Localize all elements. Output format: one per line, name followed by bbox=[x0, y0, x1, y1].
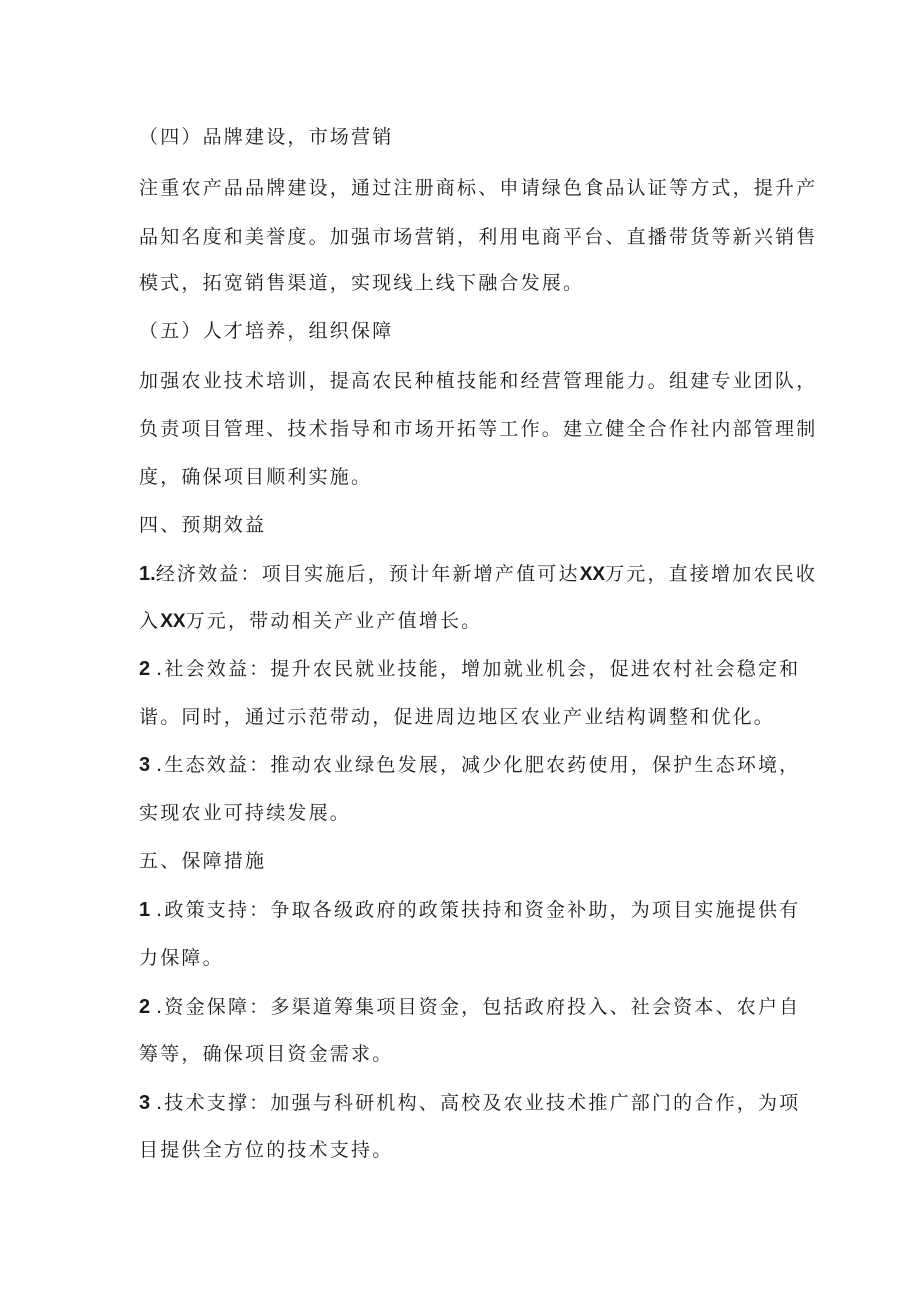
placeholder-value: XX bbox=[160, 611, 186, 632]
placeholder-value: XX bbox=[579, 564, 606, 585]
section-heading-brand: （四）品牌建设，市场营销 bbox=[139, 126, 394, 148]
item-text: .技术支撑：加强与科研机构、高校及农业技术推广部门的合作，为项 bbox=[156, 1092, 801, 1114]
measure-item-funding bbox=[139, 994, 799, 1020]
item-text: 万元，带动相关产业产值增长。 bbox=[185, 610, 483, 632]
measure-item-policy bbox=[139, 897, 799, 923]
measure-item-policy-cont: 力保障。 bbox=[139, 947, 224, 969]
item-number: 2 bbox=[139, 658, 151, 680]
item-number: 1 bbox=[139, 899, 151, 921]
benefit-item-ecological-cont: 实现农业可持续发展。 bbox=[139, 802, 352, 824]
section-heading-talent: （五）人才培养，组织保障 bbox=[139, 320, 394, 342]
benefit-item-ecological bbox=[139, 752, 799, 778]
item-text: .政策支持：争取各级政府的政策扶持和资金补助，为项目实施提供有 bbox=[156, 899, 801, 921]
item-number: 3 bbox=[139, 1092, 151, 1114]
benefit-item-social-cont: 谐。同时，通过示范带动，促进周边地区农业产业结构调整和优化。 bbox=[139, 706, 776, 728]
measure-item-funding-cont: 筹等，确保项目资金需求。 bbox=[139, 1043, 394, 1065]
measure-item-technology-cont: 目提供全方位的技术支持。 bbox=[139, 1139, 394, 1161]
benefit-item-social bbox=[139, 656, 799, 682]
item-text: .资金保障：多渠道筹集项目资金，包括政府投入、社会资本、农户自 bbox=[156, 996, 801, 1018]
paragraph-line: 加强农业技术培训，提高农民种植技能和经营管理能力。组建专业团队， bbox=[139, 370, 818, 392]
item-number: 3 bbox=[139, 754, 151, 776]
item-number: 1. bbox=[139, 563, 156, 585]
paragraph-line: 注重农产品品牌建设，通过注册商标、申请绿色食品认证等方式，提升产 bbox=[139, 177, 818, 199]
item-text: 万元，直接增加农民收 bbox=[605, 563, 818, 585]
section-heading-benefits: 四、预期效益 bbox=[139, 514, 267, 536]
paragraph-line: 品知名度和美誉度。加强市场营销，利用电商平台、直播带货等新兴销售 bbox=[139, 226, 818, 248]
measure-item-technology bbox=[139, 1090, 799, 1116]
item-number: 2 bbox=[139, 996, 151, 1018]
item-text: 入 bbox=[139, 610, 161, 632]
benefit-item-economic-cont bbox=[139, 608, 799, 635]
item-text: 经济效益：项目实施后，预计年新增产值可达 bbox=[155, 563, 580, 585]
item-text: .生态效益：推动农业绿色发展，减少化肥农药使用，保护生态环境， bbox=[156, 754, 801, 776]
paragraph-line: 负责项目管理、技术指导和市场开拓等工作。建立健全合作社内部管理制 bbox=[139, 418, 818, 440]
item-text: .社会效益：提升农民就业技能，增加就业机会，促进农村社会稳定和 bbox=[156, 658, 801, 680]
benefit-item-economic bbox=[139, 561, 818, 588]
section-heading-measures: 五、保障措施 bbox=[139, 850, 267, 872]
paragraph-line: 度，确保项目顺利实施。 bbox=[139, 466, 373, 488]
paragraph-line: 模式，拓宽销售渠道，实现线上线下融合发展。 bbox=[139, 272, 585, 294]
